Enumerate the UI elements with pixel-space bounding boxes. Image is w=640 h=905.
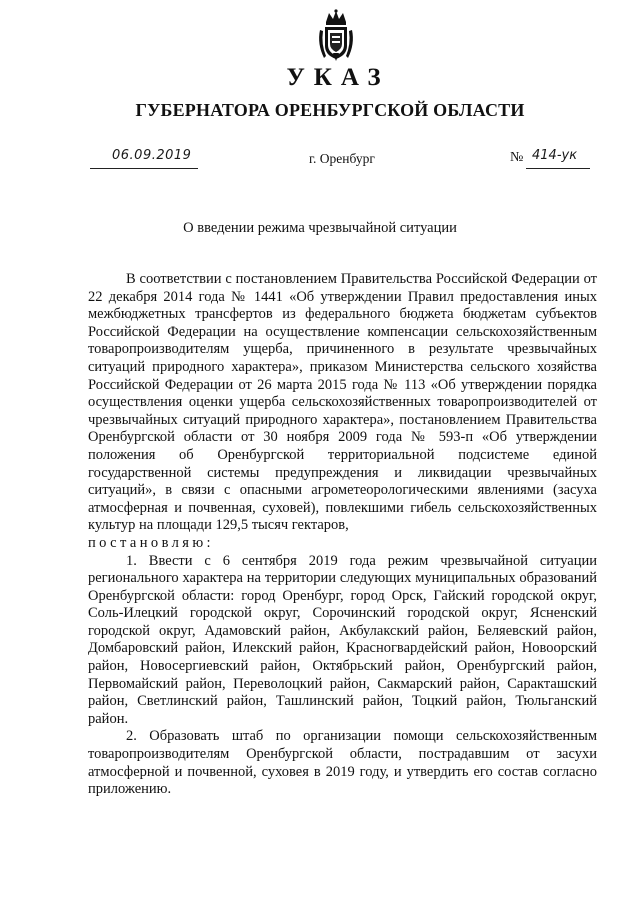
handwritten-date: 06.09.2019 [112, 148, 192, 163]
document-title: О введении режима чрезвычайной ситуации [183, 220, 457, 236]
preamble-paragraph: В соответствии с постановлением Правительства Российской Федерации от 22 декабря 2014 года № 1441 «Об утверждении Правил предоставления иных межбюджетных трансфертов из федерального бюджета бюджетам субъектов Российской Федерации на осуществление компенсации сельскохозяйственным товаропроизводителям ущерба, причиненного в результате чрезвычайных ситуаций природного характера», приказом Министерства сельского хозяйства Российской Федерации от 26 марта 2015 года № 113 «Об утверждении порядка осуществления оценки ущерба сельскохозяйственных товаропроизводителей от чрезвычайных ситуаций природного характера», постановлением Правительства Оренбургской области от 30 ноября 2009 года № 593-п «Об утверждении положения об Оренбургской территориальной подсистеме единой государственной системы предупреждения и ликвидации чрезвычайных ситуаций», в связи с опасными агрометеорологическими явлениями (засуха атмосферная и почвенная, суховей), повлекшими гибель сельскохозяйственных культур на площади 129,5 тысяч гектаров, [88, 271, 597, 534]
item-2-paragraph: 2. Образовать штаб по организации помощи сельскохозяйственным товаропроизводителям Оренбургской области, пострадавшим от засухи атмосферной и почвенной, суховея в 2019 году, и утвердить его состав согласно приложению. [88, 728, 597, 798]
city-label: г. Оренбург [309, 151, 375, 166]
decree-word: постановляю: [88, 534, 214, 551]
document-type-heading: УКАЗ [286, 64, 390, 91]
issuer-heading: ГУБЕРНАТОРА ОРЕНБУРГСКОЙ ОБЛАСТИ [135, 100, 525, 120]
item-1-paragraph: 1. Ввести с 6 сентября 2019 года режим чрезвычайной ситуации регионального характера на территории следующих муниципальных образований Оренбургской области: город Оренбург, город Орск, Гайский городской округ, Соль-Илецкий городской округ, Сорочинский городской округ, Ясненский городской округ, Адамовский район, Акбулакский район, Беляевский район, Домбаровский район, Илекский район, Красногвардейский район, Новоорский район, Новосергиевский район, Октябрьский район, Оренбургский район, Первомайский район, Переволоцкий район, Сакмарский район, Саракташский район, Светлинский район, Ташлинский район, Тоцкий район, Тюльганский район. [88, 552, 597, 727]
handwritten-number: 414-ук [532, 148, 578, 163]
oblast-coat-of-arms-icon [316, 8, 356, 62]
document-body [88, 271, 597, 799]
number-label: № [510, 150, 524, 165]
